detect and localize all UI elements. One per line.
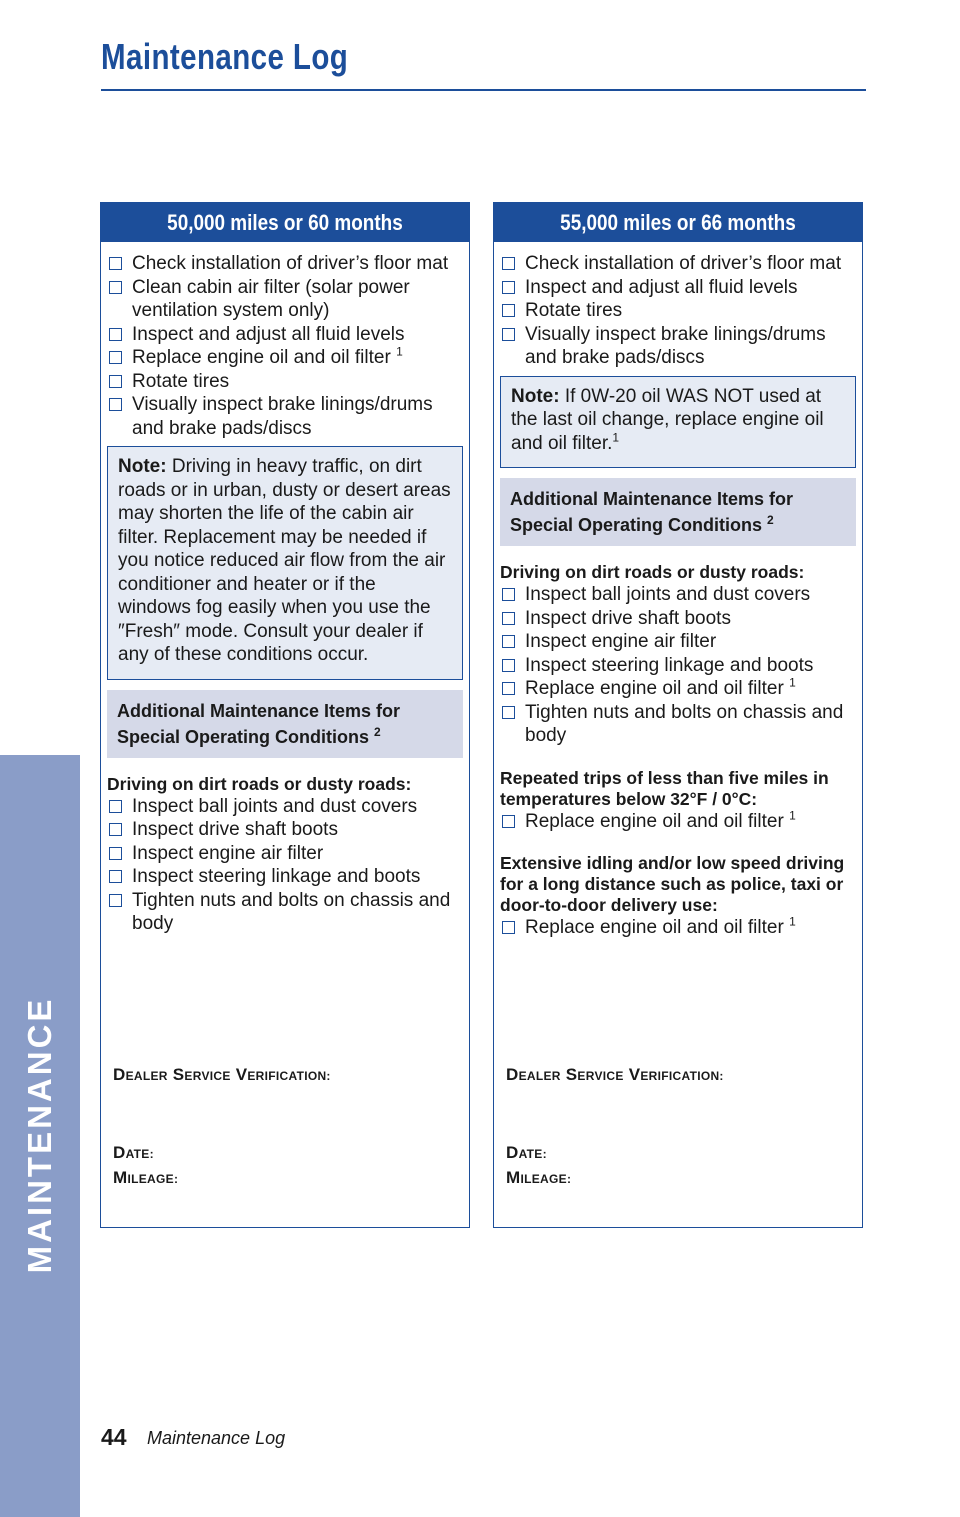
interval-55000-panel: [493, 202, 863, 1228]
date-label: DATE:: [506, 1143, 547, 1162]
dirt-roads-heading: Driving on dirt roads or dusty roads:: [107, 773, 412, 794]
checklist-item[interactable]: Replace engine oil and oil filter $^1$: [107, 346, 463, 370]
interval-50000-panel: [100, 202, 470, 1228]
checklist-item[interactable]: Inspect ball joints and dust covers: [500, 583, 856, 607]
dirt-roads-heading: Driving on dirt roads or dusty roads:: [500, 562, 805, 582]
checklist-item[interactable]: Inspect and adjust all fluid levels: [107, 323, 463, 347]
checklist-item[interactable]: Inspect drive shaft boots: [107, 818, 463, 842]
side-tab-label: MAINTENANCE: [21, 996, 58, 1274]
checklist-item[interactable]: Inspect drive shaft boots: [500, 607, 856, 631]
checklist: [500, 583, 856, 748]
checklist-item[interactable]: Inspect engine air filter: [500, 630, 856, 654]
interval-header: 50,000 miles or 60 months: [101, 203, 469, 242]
checkbox[interactable]: [502, 612, 515, 625]
checkbox[interactable]: [502, 706, 515, 719]
checklist: [107, 795, 463, 936]
checkbox[interactable]: [502, 815, 515, 828]
page-title: Maintenance Log: [101, 36, 349, 77]
checklist: [500, 916, 856, 940]
checklist-item[interactable]: Visually inspect brake linings/drums and brake pads/discs: [107, 393, 463, 440]
checkbox[interactable]: [109, 398, 122, 411]
checklist-item[interactable]: Replace engine oil and oil filter $^1$: [500, 810, 856, 834]
checkbox[interactable]: [109, 823, 122, 836]
dealer-service-verification-label: DEALER SERVICE VERIFICATION:: [113, 1065, 331, 1084]
additional-maintenance-heading: Additional Maintenance Items for Special Operating Conditions $^2$: [500, 478, 856, 546]
checkbox[interactable]: [502, 682, 515, 695]
note-box: Note: Driving in heavy traffic, on dirt roads or in urban, dusty or desert areas may shorten the life of the cabin air filter. Replacement may be needed if you notice reduced air flow from the air conditioner and heater or if the windows fog easily when you use the ″Fresh″ mode. Consult your dealer if any of these conditions occur.: [107, 446, 463, 680]
idling-heading: Extensive idling and/or low speed driving for a long distance such as police, taxi or door-to-door delivery use:: [500, 853, 845, 915]
checkbox[interactable]: [502, 588, 515, 601]
note-box: Note: If 0W-20 oil WAS NOT used at the last oil change, replace engine oil and oil filter.$^1$: [500, 376, 856, 469]
checklist: [500, 810, 856, 834]
checkbox[interactable]: [109, 375, 122, 388]
checkbox[interactable]: [109, 351, 122, 364]
checklist-item[interactable]: Check installation of driver’s floor mat: [500, 252, 856, 276]
date-label: DATE:: [113, 1143, 154, 1162]
checkbox[interactable]: [502, 257, 515, 270]
interval-header: 55,000 miles or 66 months: [494, 203, 862, 242]
checklist-item[interactable]: Inspect ball joints and dust covers: [107, 795, 463, 819]
checklist-item[interactable]: Tighten nuts and bolts on chassis and body: [500, 701, 856, 748]
checklist-item[interactable]: Inspect engine air filter: [107, 842, 463, 866]
checkbox[interactable]: [109, 847, 122, 860]
checklist-item[interactable]: Inspect steering linkage and boots: [107, 865, 463, 889]
dealer-service-verification-label: DEALER SERVICE VERIFICATION:: [506, 1065, 724, 1084]
checkbox[interactable]: [109, 257, 122, 270]
additional-maintenance-heading: Additional Maintenance Items for Special Operating Conditions $^2$: [107, 690, 463, 758]
checklist-item[interactable]: Inspect steering linkage and boots: [500, 654, 856, 678]
checkbox[interactable]: [109, 894, 122, 907]
checklist-item[interactable]: Clean cabin air filter (solar power ventilation system only): [107, 276, 463, 323]
checklist-item[interactable]: Replace engine oil and oil filter $^1$: [500, 916, 856, 940]
checkbox[interactable]: [502, 281, 515, 294]
checklist-item[interactable]: Rotate tires: [500, 299, 856, 323]
checklist-item[interactable]: Tighten nuts and bolts on chassis and body: [107, 889, 463, 936]
checkbox[interactable]: [109, 281, 122, 294]
checkbox[interactable]: [109, 328, 122, 341]
short-trips-heading: Repeated trips of less than five miles in temperatures below 32°F / 0°C:: [500, 767, 829, 809]
checkbox[interactable]: [502, 328, 515, 341]
checklist: [500, 252, 856, 370]
checkbox[interactable]: [502, 635, 515, 648]
title-rule: [101, 89, 866, 91]
checklist-item[interactable]: Inspect and adjust all fluid levels: [500, 276, 856, 300]
checklist: [107, 252, 463, 440]
mileage-label: MILEAGE:: [113, 1168, 179, 1187]
checklist-item[interactable]: Rotate tires: [107, 370, 463, 394]
checklist-item[interactable]: Check installation of driver’s floor mat: [107, 252, 463, 276]
checkbox[interactable]: [502, 921, 515, 934]
checkbox[interactable]: [502, 304, 515, 317]
page-number: 44: [101, 1424, 127, 1450]
checkbox[interactable]: [109, 800, 122, 813]
checklist-item[interactable]: Visually inspect brake linings/drums and brake pads/discs: [500, 323, 856, 370]
checkbox[interactable]: [502, 659, 515, 672]
checkbox[interactable]: [109, 870, 122, 883]
mileage-label: MILEAGE:: [506, 1168, 572, 1187]
checklist-item[interactable]: Replace engine oil and oil filter $^1$: [500, 677, 856, 701]
footer-section-label: Maintenance Log: [147, 1428, 286, 1448]
